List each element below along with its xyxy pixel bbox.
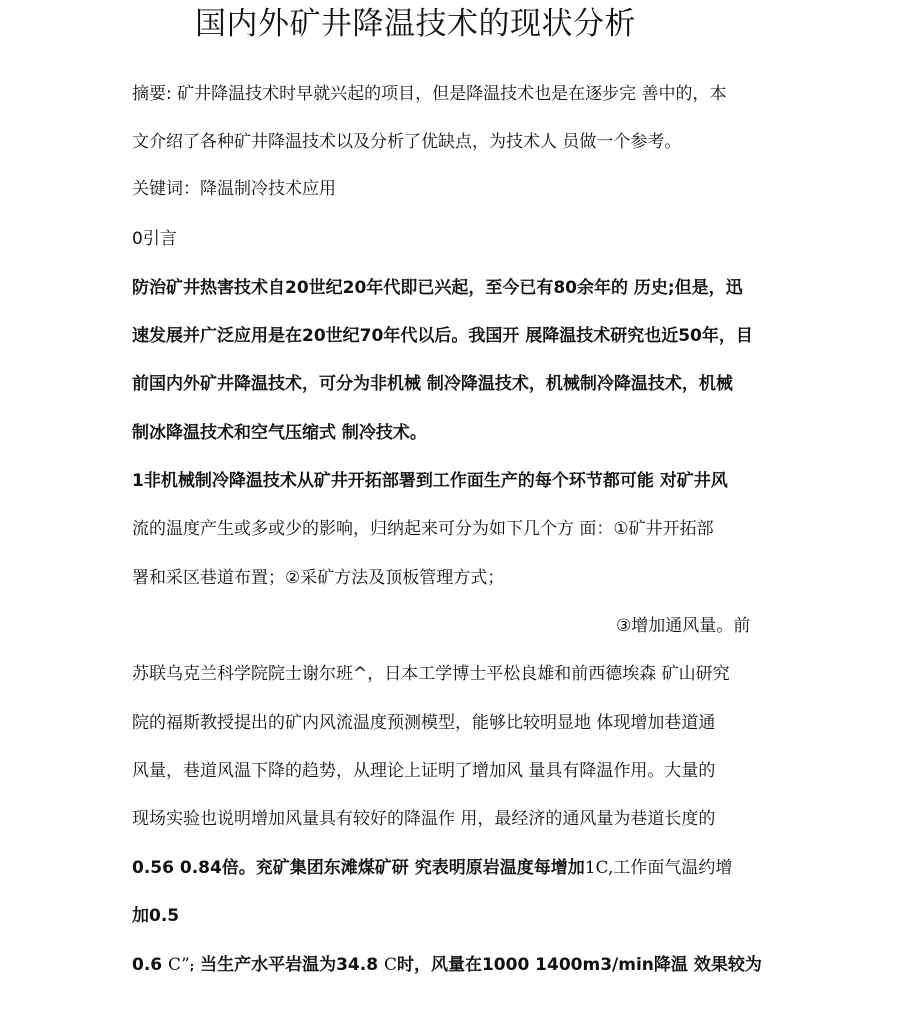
intro-line-2: 速发展并广泛应用是在20世纪70年代以后。我国开 展降温技术研究也近50年，目 xyxy=(132,326,753,346)
section1-line-10: 加0.5 xyxy=(132,906,180,926)
intro-line-3: 前国内外矿井降温技术，可分为非机械 制冷降温技术，机械制冷降温技术，机械 xyxy=(132,374,733,394)
section1-line-9 xyxy=(132,856,732,880)
section-heading-intro: 0引言 xyxy=(132,229,177,249)
section1-line-9-tail: 1C,工作面气温约增 xyxy=(584,858,733,878)
abstract-line-1: 摘要: 矿井降温技术时早就兴起的项目，但是降温技术也是在逐步完 善中的，本 xyxy=(132,84,727,104)
intro-line-1: 防治矿井热害技术自20世纪20年代即已兴起，至今已有80余年的 历史;但是，迅 xyxy=(132,278,743,298)
section1-line-6: 院的福斯教授提出的矿内风流温度预测模型，能够比较明显地 体现增加巷道通 xyxy=(132,713,716,733)
section1-line-8: 现场实验也说明增加风量具有较好的降温作 用，最经济的通风量为巷道长度的 xyxy=(132,809,716,829)
keywords-line: 关键词：降温制冷技术应用 xyxy=(132,179,336,199)
section1-line-11-b: 当生产水平岩温为34.8 xyxy=(194,955,384,975)
section1-line-9-text: 0.56 0.84倍。兖矿集团东滩煤矿研 究表明原岩温度每增加 xyxy=(132,858,585,878)
section1-line-4: ③增加通风量。前 xyxy=(616,616,751,636)
section1-line-3: 署和采区巷道布置；②采矿方法及顶板管理方式； xyxy=(132,568,505,588)
section1-line-7: 风量，巷道风温下降的趋势，从理论上证明了增加风 量具有降温作用。大量的 xyxy=(132,761,716,781)
section1-line-1: 1非机械制冷降温技术从矿井开拓部署到工作面生产的每个环节都可能 对矿井风 xyxy=(132,471,728,491)
section1-line-11-unit: C” xyxy=(168,955,190,975)
section1-line-11-c: 时，风量在1000 1400m3/min降温 效果较为 xyxy=(396,955,762,975)
section1-line-11-unit2: C xyxy=(383,955,397,975)
section1-line-11-sep: ; xyxy=(189,960,195,973)
intro-line-4: 制冰降温技术和空气压缩式 制冷技术。 xyxy=(132,423,427,443)
section1-line-11 xyxy=(132,953,762,979)
abstract-line-2: 文介绍了各种矿井降温技术以及分析了优缺点，为技术人 员做一个参考。 xyxy=(132,132,682,152)
section1-line-11-a: 0.6 xyxy=(132,955,169,975)
document-title: 国内外矿井降温技术的现状分析 xyxy=(195,6,636,42)
section1-line-5: 苏联乌克兰科学院院士谢尔班^，日本工学博士平松良雄和前西德埃森 矿山研究 xyxy=(132,664,730,684)
section1-line-2: 流的温度产生或多或少的影响，归纳起来可分为如下几个方 面：①矿井开拓部 xyxy=(132,519,714,539)
